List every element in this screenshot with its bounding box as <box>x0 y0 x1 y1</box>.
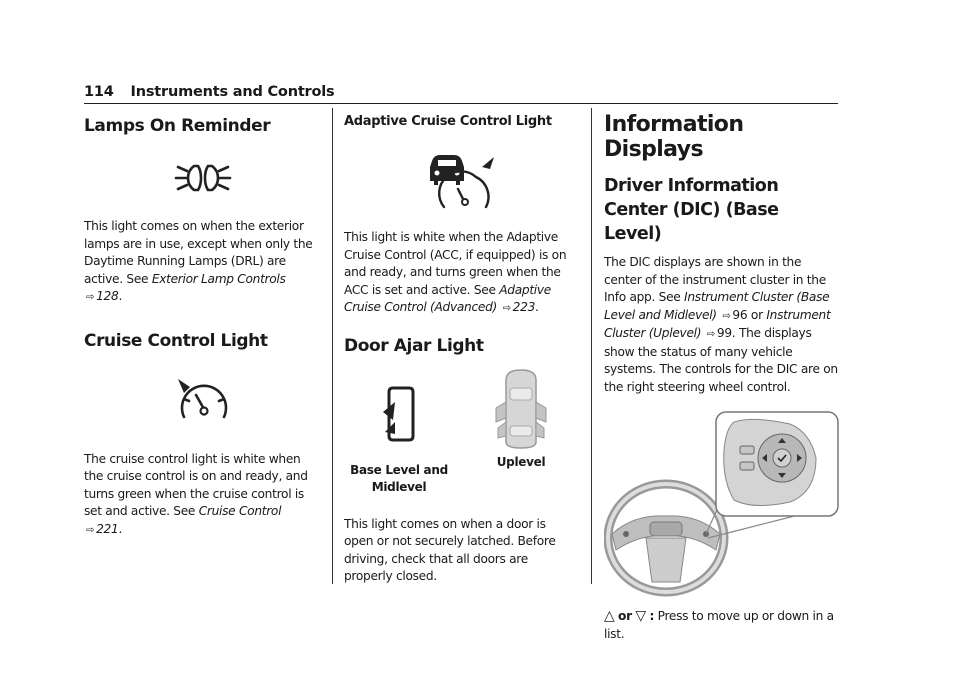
dic-xref-page-2[interactable]: 99 <box>716 326 732 340</box>
door-paragraph: This light comes on when a door is open or not securely latched. Before driving, check that all doors are properly closed. <box>344 516 556 583</box>
column-2 <box>344 108 576 586</box>
dic-xref-1[interactable]: Instrument Cluster (Base Level and Midlevel) <box>604 290 830 322</box>
door-ajar-icon <box>379 366 419 442</box>
door-heading: Door Ajar Light <box>344 335 484 356</box>
lamps-text: This light comes on when the exterior lamps are in use, except when only the Daytime Running Lamps (DRL) are active. See <box>84 219 313 286</box>
lamps-xref-page[interactable]: 128 <box>96 289 119 303</box>
adaptive-cruise-icon <box>344 151 576 213</box>
door-uplevel-item <box>466 366 576 496</box>
door-icons-row <box>344 366 576 496</box>
cruise-text: The cruise control light is white when the cruise control is on and ready, and turns green when the cruise control is set and active. See <box>84 451 308 518</box>
cruise-control-icon <box>84 373 322 429</box>
page-reference-arrow-icon: ⇨ <box>86 524 95 536</box>
dic-text-1: The DIC displays are shown in the center of the instrument cluster in the Info app. See <box>604 255 826 304</box>
lamps-on-icon <box>84 158 322 198</box>
dic-heading: Driver Information Center (DIC) (Base Level) <box>604 176 779 244</box>
cruise-xref-page[interactable]: 221 <box>96 521 119 536</box>
cruise-paragraph: The cruise control light is white when the cruise control is on and ready, and turns green when the cruise control is set and active. See Cruise Control ⇨ 221. <box>84 451 308 536</box>
down-arrow-icon: ▽ <box>635 608 646 624</box>
page-number: 114 <box>84 84 114 100</box>
column-3 <box>604 108 840 643</box>
lamps-paragraph: This light comes on when the exterior lamps are in use, except when only the Daytime Running Lamps (DRL) are active. See Exterior Lamp Controls ⇨ 128. <box>84 219 313 303</box>
cruise-xref[interactable]: Cruise Control <box>198 504 282 518</box>
column-1 <box>84 108 322 539</box>
dic-or: or <box>750 307 763 322</box>
running-header <box>84 84 334 100</box>
page-reference-arrow-icon: ⇨ <box>722 310 731 322</box>
up-arrow-icon: △ <box>604 608 615 624</box>
door-caption-base: Base Level and Midlevel <box>350 462 448 494</box>
acc-heading: Adaptive Cruise Control Light <box>344 114 552 129</box>
dic-text-2: The displays show the status of many vehicle systems. The controls for the DIC are on the right steering wheel control. <box>604 326 838 394</box>
dic-xref-page-1[interactable]: 96 <box>732 307 748 322</box>
acc-xref[interactable]: Adaptive Cruise Control (Advanced) <box>344 282 551 314</box>
dic-button-description: △ or ▽ : Press to move up or down in a list. <box>604 608 834 641</box>
steering-wheel-controls-illustration <box>604 410 840 604</box>
page-reference-arrow-icon: ⇨ <box>502 303 511 314</box>
dic-paragraph: The DIC displays are shown in the center of the instrument cluster in the Info app. See Instrument Cluster (Base Level and Midlevel) ⇨ 96 or Instrument Cluster (Uplevel) ⇨ 99. The displays show the status of many vehicle systems. The controls for the DIC are on the right steering wheel control. <box>604 255 838 394</box>
door-caption-uplevel: Uplevel <box>496 454 546 469</box>
column-divider <box>332 108 333 584</box>
acc-xref-page[interactable]: 223 <box>512 300 536 314</box>
section-title: Instruments and Controls <box>130 84 335 100</box>
door-base-item <box>344 366 454 496</box>
dic-xref-2[interactable]: Instrument Cluster (Uplevel) <box>604 307 831 340</box>
page-reference-arrow-icon: ⇨ <box>86 292 95 303</box>
door-ajar-uplevel-icon <box>490 366 552 450</box>
page-reference-arrow-icon: ⇨ <box>706 329 715 340</box>
acc-paragraph: This light is white when the Adaptive Cruise Control (ACC, if equipped) is on and ready, and turns green when the ACC is set and active. See Adaptive Cruise Control (Advanced) ⇨ 223. <box>344 230 567 314</box>
lamps-xref[interactable]: Exterior Lamp Controls <box>151 271 286 286</box>
btn-text: Press to move up or down in a list. <box>604 609 834 641</box>
info-displays-heading: Information Displays <box>604 112 744 162</box>
column-divider <box>591 108 592 584</box>
btn-or: or <box>618 609 632 623</box>
header-rule <box>84 103 838 104</box>
cruise-heading: Cruise Control Light <box>84 330 268 351</box>
acc-text: This light is white when the Adaptive Cruise Control (ACC, if equipped) is on and ready, and turns green when the ACC is set and active. See <box>344 230 567 297</box>
lamps-heading: Lamps On Reminder <box>84 116 271 136</box>
